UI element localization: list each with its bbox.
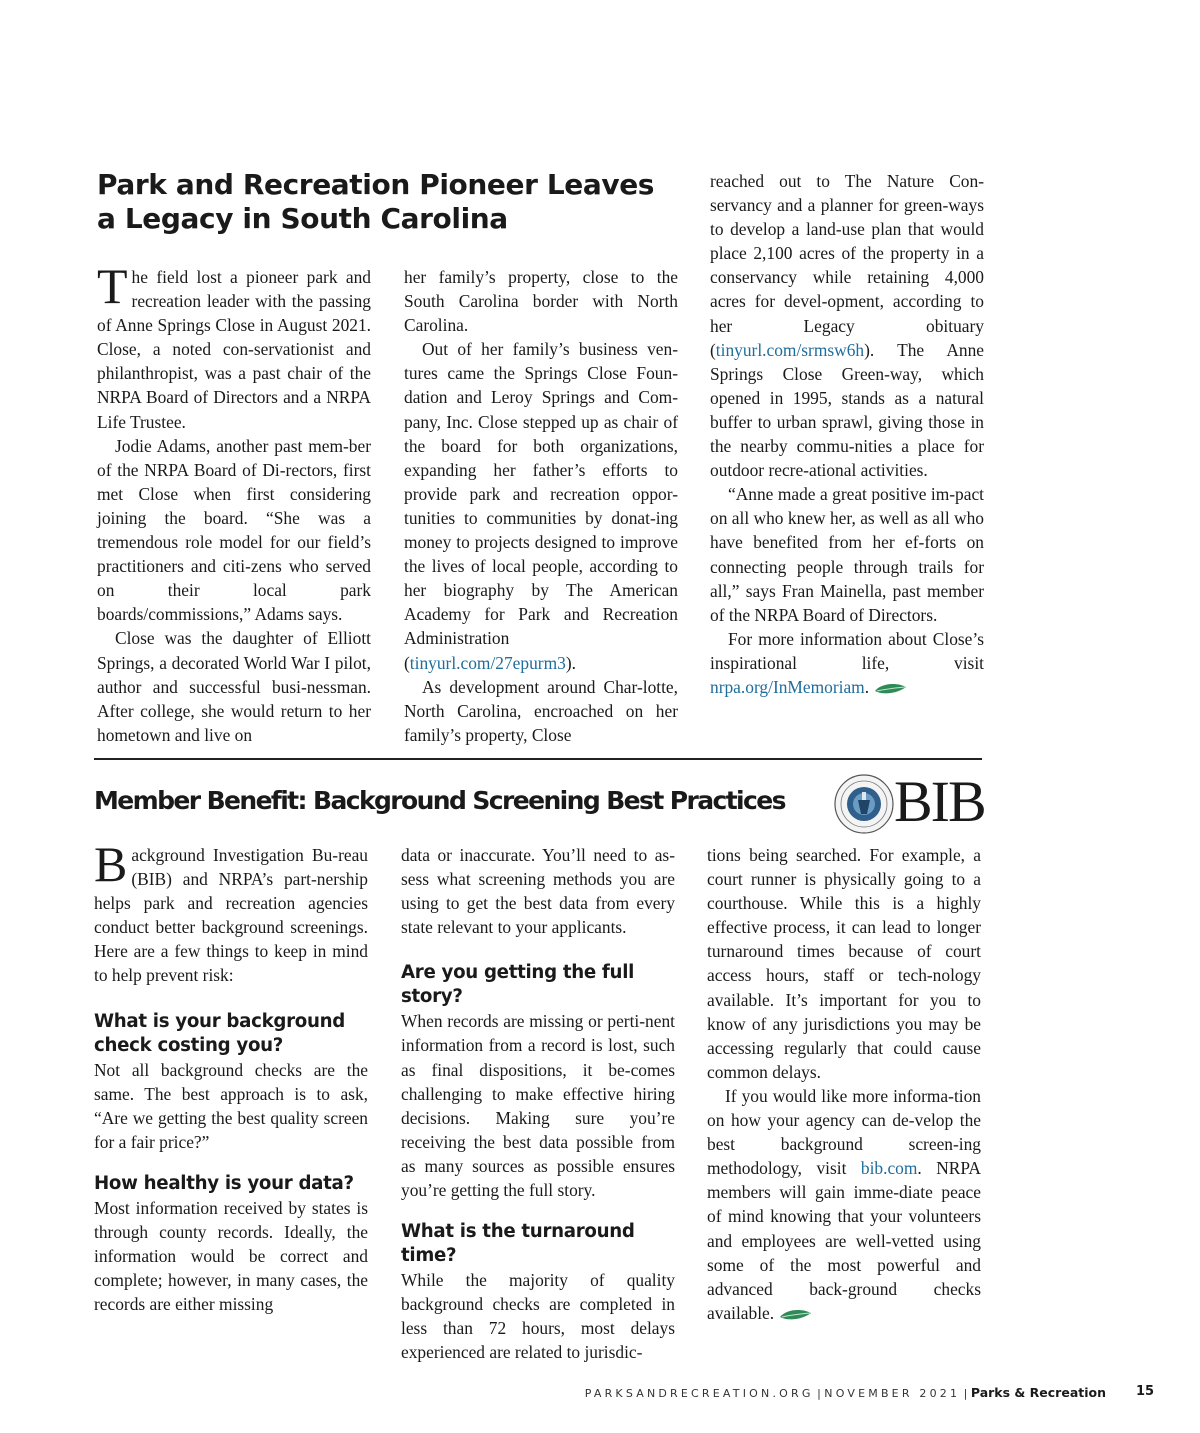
paragraph: Most information received by states is through county records. Ideally, the information would be correct and complete; however, in many cases, the records are either missing (94, 1197, 368, 1315)
paragraph: “Anne made a great positive im-pact on all who knew her, as well as all who have benefited from her ef-forts on connecting people through trails for all,” says Fran Mainella, past member of the NRPA Board of Directors. (710, 484, 984, 625)
article2-column-2 (401, 843, 675, 1365)
subheading: What is your background check costing you? (94, 1010, 345, 1056)
obituary-link[interactable]: tinyurl.com/srmsw6h (715, 339, 865, 360)
paragraph: While the majority of quality background checks are completed in less than 72 hours, most delays experienced are related to jurisdic- (401, 1270, 675, 1363)
biography-link[interactable]: tinyurl.com/27epurm3 (409, 652, 566, 673)
subheading: What is the turnaround time? (401, 1221, 635, 1267)
paragraph: her family’s property, close to the South Carolina border with North Carolina. (404, 267, 678, 336)
article2-column-1 (94, 836, 368, 1316)
page-footer: PARKSANDRECREATION.ORG | NOVEMBER 2021 | Parks & Recreation (584, 1385, 1106, 1400)
paragraph: When records are missing or perti-nent information from a record is lost, such as final dispositions, it be-comes challenging to make effective hiring decisions. Making sure you’re receiving the best data possible from as many sources as possible ensures you’re getting the full story. (401, 1011, 675, 1201)
in-memoriam-link[interactable]: nrpa.org/InMemoriam (710, 676, 865, 697)
article1-column-2 (404, 265, 678, 747)
paragraph: Background Investigation Bu-reau (BIB) and NRPA’s part-nership helps park and recreation agencies conduct better background screenings. Here are a few things to keep in mind to help prevent risk: (94, 836, 368, 986)
article1-column-3 (710, 169, 984, 699)
subheading: How healthy is your data? (94, 1172, 354, 1194)
footer-site: PARKSANDRECREATION.ORG (584, 1387, 814, 1400)
paragraph: tions being searched. For example, a court runner is physically going to a courthouse. While this is a highly effective process, it can lead to longer turnaround times because of court access hours, staff or tech-nology available. It’s important for you to know of any jurisdictions you may be accessing regularly that could cause common delays. (707, 845, 981, 1082)
drop-cap: T (97, 258, 128, 314)
paragraph: If you would like more informa-tion on how your agency can de-velop the best background screen-ing methodology, visit bib.com. NRPA members will gain imme-diate peace of mind knowing that your volunteers and employees are well-vetted using some of the most powerful and advanced back-ground checks available. (707, 1085, 981, 1323)
paragraph: reached out to The Nature Con-servancy and a planner for green-ways to develop a land-use plan that would place 2,100 acres of the property in a conservancy while retaining 4,000 acres for devel-opment, according to her Legacy obituary (tinyurl.com/srmsw6h). The Anne Springs Close Green-way, which opened in 1995, stands as a natural buffer to urban sprawl, giving those in the nearby commu-nities a place for outdoor recre-ational activities. (710, 171, 984, 481)
leaf-icon (778, 1308, 812, 1322)
paragraph: Not all background checks are the same. The best approach is to ask, “Are we getting the best quality screen for a fair price?” (94, 1059, 368, 1152)
paragraph: Out of her family’s business ven-tures came the Springs Close Foun-dation and Leroy Springs and Com-pany, Inc. Close stepped up as chair of the board for both organizations, expanding her father’s efforts to provide park and recreation oppor-tunities to communities by donat-ing money to projects designed to improve the lives of local people, according to her biography by The American Academy for Park and Recreation Administration (tinyurl.com/27epurm3). (404, 339, 678, 673)
bib-link[interactable]: bib.com (860, 1158, 918, 1179)
paragraph: data or inaccurate. You’ll need to as-sess what screening methods you are using to get the best data from every state relevant to your applicants. (401, 845, 675, 938)
subheading: Are you getting the full story? (401, 962, 635, 1008)
footer-magazine: Parks & Recreation (970, 1385, 1106, 1400)
article1-column-1 (97, 258, 371, 747)
article-title: Member Benefit: Background Screening Best Practices (94, 786, 785, 815)
paragraph: Jodie Adams, another past mem-ber of the NRPA Board of Di-rectors, first met Close when first considering joining the board. “She was a tremendous role model for our field’s practitioners and citi-zens who served on their local park boards/commissions,” Adams says. (97, 435, 371, 625)
article2-column-3 (707, 843, 981, 1325)
bib-logo-text: BIB (894, 769, 985, 834)
drop-cap: B (94, 836, 128, 892)
footer-date: NOVEMBER 2021 (824, 1387, 961, 1400)
section-divider (94, 758, 982, 760)
paragraph: For more information about Close’s inspirational life, visit nrpa.org/InMemoriam. (710, 628, 984, 697)
leaf-icon (873, 682, 907, 696)
bib-seal-icon (834, 774, 894, 834)
page-number: 15 (1136, 1384, 1155, 1399)
paragraph: As development around Char-lotte, North Carolina, encroached on her family’s property, Close (404, 676, 678, 745)
paragraph: The field lost a pioneer park and recreation leader with the passing of Anne Springs Close in August 2021. Close, a noted con-servationist and philanthropist, was a past chair of the NRPA Board of Directors and a NRPA Life Trustee. (97, 258, 371, 432)
article-title: Park and Recreation Pioneer Leaves a Legacy in South Carolina (97, 168, 655, 235)
paragraph: Close was the daughter of Elliott Springs, a decorated World War I pilot, author and successful busi-nessman. After college, she would return to her hometown and live on (97, 628, 371, 745)
